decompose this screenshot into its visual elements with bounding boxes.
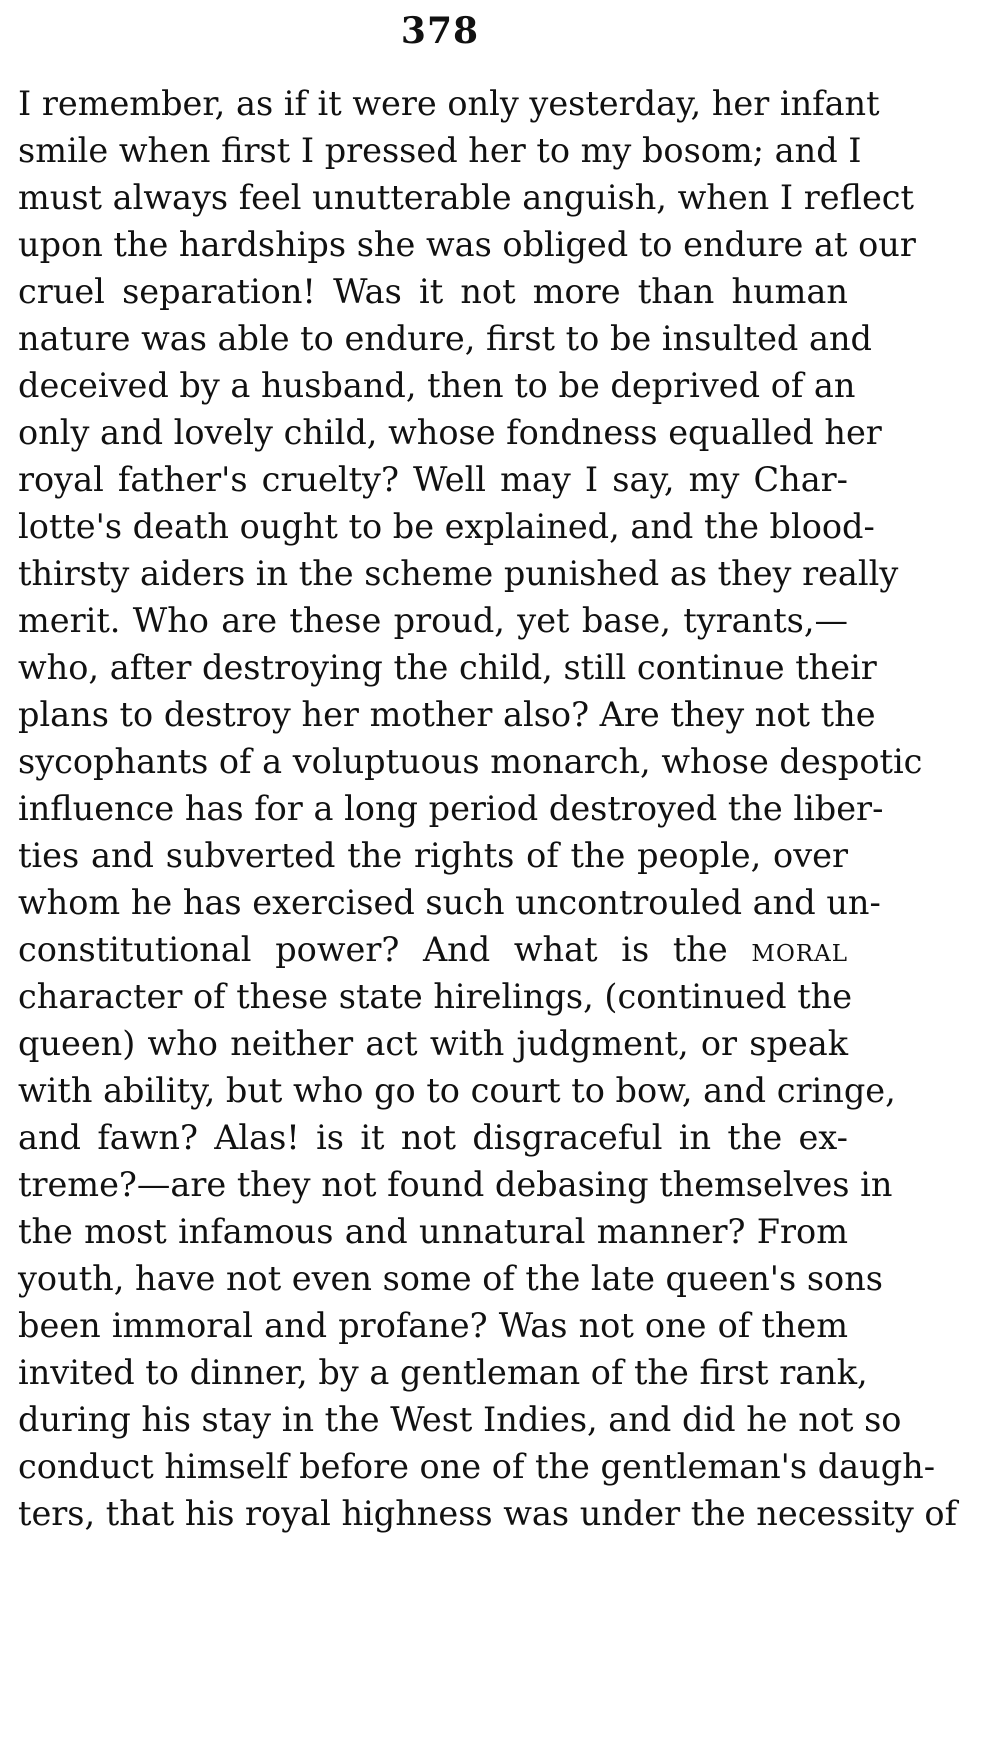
text-line: the most infamous and unnatural manner? From <box>18 1212 848 1251</box>
page-number: 378 <box>400 10 480 52</box>
text-line: who, after destroying the child, still continue their <box>18 648 877 687</box>
text-line: deceived by a husband, then to be deprived of an <box>18 366 856 405</box>
text-line: character of these state hirelings, (continued the <box>18 977 853 1016</box>
text-line: during his stay in the West Indies, and did he not so <box>18 1400 902 1439</box>
text-line: influence has for a long period destroyed the liber- <box>18 789 884 828</box>
text-line: treme?—are they not found debasing themselves in <box>18 1165 893 1204</box>
text-line: only and lovely child, whose fondness equalled her <box>18 413 882 452</box>
text-line: I remember, as if it were only yesterday, her infant <box>18 84 880 123</box>
text-line: been immoral and profane? Was not one of them <box>18 1306 848 1345</box>
text-line: lotte's death ought to be explained, and the blood- <box>18 507 875 546</box>
text-line: merit. Who are these proud, yet base, tyrants,— <box>18 601 848 640</box>
body-text <box>18 80 957 1537</box>
text-line: smile when first I pressed her to my bosom; and I <box>18 131 862 170</box>
text-line: invited to dinner, by a gentleman of the first rank, <box>18 1353 868 1392</box>
text-line: youth, have not even some of the late queen's sons <box>18 1259 883 1298</box>
text-line: and fawn? Alas! is it not disgraceful in the ex- <box>18 1118 848 1157</box>
text-line: ties and subverted the rights of the people, over <box>18 836 848 875</box>
text-line: queen) who neither act with judgment, or speak <box>18 1024 848 1063</box>
text-line: must always feel unutterable anguish, when I reflect <box>18 178 915 217</box>
text-line: upon the hardships she was obliged to endure at our <box>18 225 916 264</box>
text-line: ters, that his royal highness was under the necessity of <box>18 1494 957 1533</box>
text-line: thirsty aiders in the scheme punished as they really <box>18 554 899 593</box>
text-line: whom he has exercised such uncontrouled and un- <box>18 883 881 922</box>
text-line: with ability, but who go to court to bow, and cringe, <box>18 1071 896 1110</box>
text-line: royal father's cruelty? Well may I say, my Char- <box>18 460 848 499</box>
text-line: constitutional power? And what is the moral <box>18 930 848 969</box>
text-line: plans to destroy her mother also? Are they not the <box>18 695 876 734</box>
emphasis-word: moral <box>751 930 848 969</box>
text-line: conduct himself before one of the gentleman's daugh- <box>18 1447 936 1486</box>
text-line: sycophants of a voluptuous monarch, whose despotic <box>18 742 923 781</box>
text-line: nature was able to endure, first to be insulted and <box>18 319 873 358</box>
text-line: cruel separation! Was it not more than human <box>18 272 848 311</box>
